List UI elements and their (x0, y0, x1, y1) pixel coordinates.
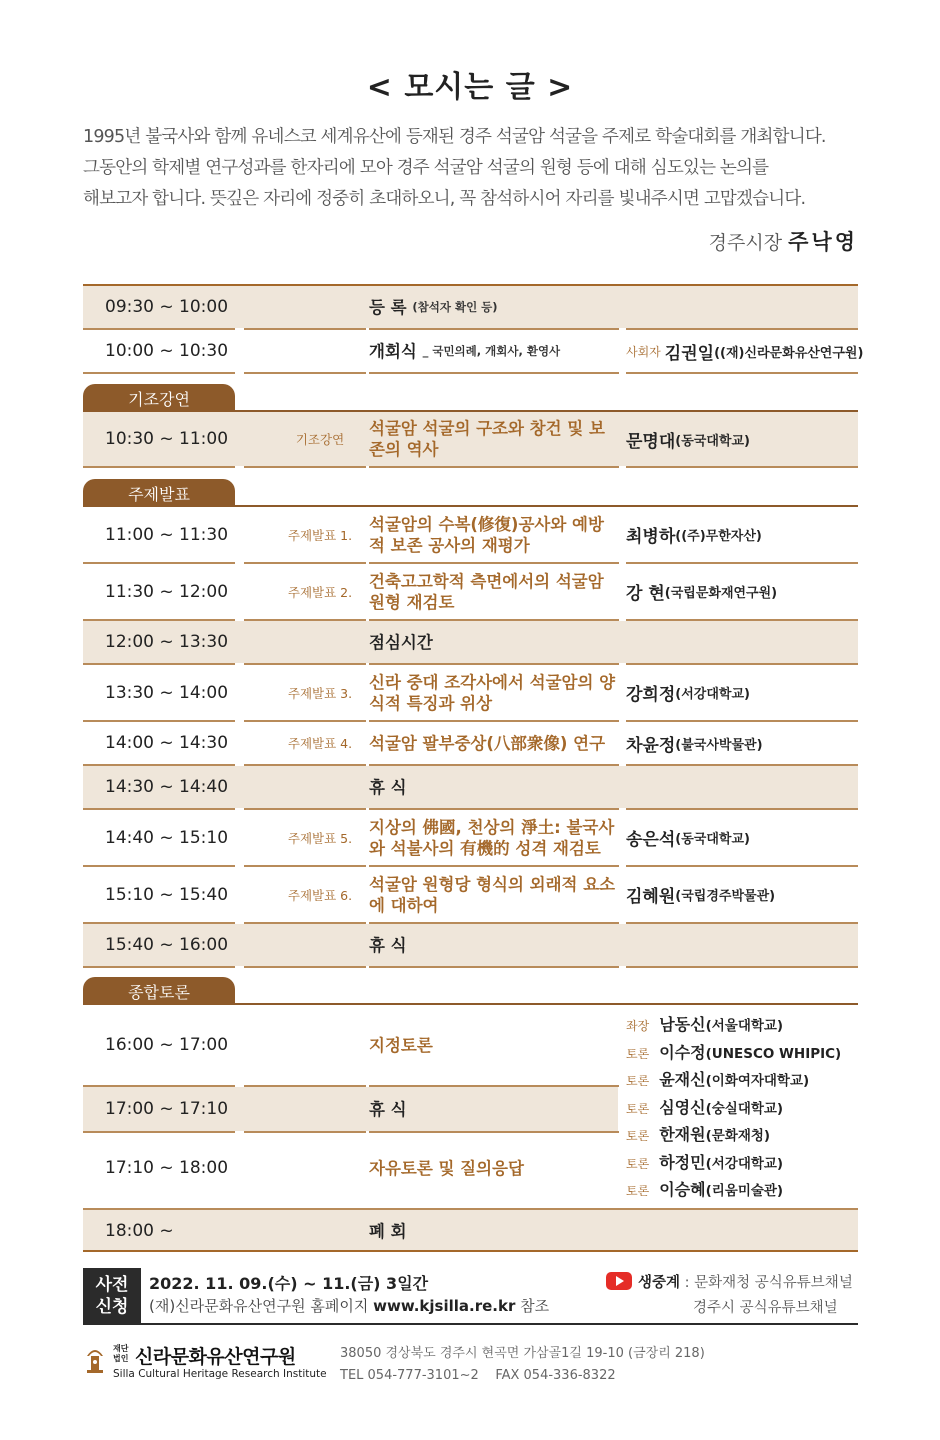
row-label: 주제발표 5. (287, 830, 353, 846)
row-divider (369, 372, 619, 374)
intro-line-2: 그동안의 학제별 연구성과를 한자리에 모아 경주 석굴암 석굴의 원형 등에 대해 심도있는 논의를 (83, 158, 769, 178)
row-divider (83, 663, 235, 665)
row-divider (369, 865, 619, 867)
row-divider (626, 966, 858, 968)
row-divider (369, 808, 619, 810)
table-row (83, 286, 858, 328)
row-title: 등 록 (참석자 확인 등) (369, 297, 498, 317)
row-title: 폐 회 (369, 1221, 407, 1241)
row-divider (244, 663, 366, 665)
row-person: 강 현 (국립문화재연구원) (626, 584, 778, 604)
row-divider (83, 1085, 235, 1087)
panel-member: 토론 이승혜(리움미술관) (626, 1180, 784, 1199)
row-divider (244, 865, 366, 867)
table-row (83, 412, 858, 466)
row-time: 11:00 ~ 11:30 (105, 524, 229, 545)
youtube-icon (606, 1272, 632, 1290)
table-row (83, 810, 858, 865)
row-divider (244, 922, 366, 924)
panel-member: 토론 하정민(서강대학교) (626, 1153, 784, 1172)
row-divider (626, 808, 858, 810)
row-divider (244, 1085, 366, 1087)
row-divider (369, 328, 619, 330)
org-name-ko: 신라문화유산연구원 (135, 1346, 296, 1368)
row-divider (83, 1131, 235, 1133)
row-divider (83, 372, 235, 374)
table-row (83, 507, 858, 562)
logo-small-text: 재단 법인 (113, 1344, 129, 1363)
row-divider (369, 1131, 619, 1133)
footer-contact: TEL 054-777-3101~2 FAX 054-336-8322 (340, 1368, 616, 1383)
row-divider (369, 764, 619, 766)
row-person: 차윤정 (불국사박물관) (626, 735, 763, 756)
row-divider (83, 764, 235, 766)
row-label: 주제발표 4. (287, 736, 353, 751)
registration-label: 사전 신청 (83, 1268, 141, 1324)
row-divider (369, 663, 619, 665)
panel-member: 토론 한재원(문화재청) (626, 1125, 771, 1144)
row-title: 휴 식 (369, 1099, 407, 1119)
row-divider (626, 720, 858, 722)
table-row (83, 564, 858, 619)
row-divider (369, 720, 619, 722)
row-title: 석굴암 팔부중상(八部衆像) 연구 (369, 733, 606, 753)
row-time: 17:10 ~ 18:00 (105, 1158, 229, 1178)
row-title: 건축고고학적 측면에서의 석굴암 원형 재검토 (369, 571, 604, 612)
row-title: 자유토론 및 질의응답 (369, 1158, 524, 1178)
page-title: < 모시는 글 > (366, 70, 574, 105)
org-logo (83, 1340, 333, 1382)
table-row (83, 722, 858, 764)
row-person: 사회자 김권일 ((재)신라문화유산연구원) (626, 343, 864, 364)
section-tab-presentations: 주제발표 (83, 479, 235, 507)
row-label: 주제발표 6. (287, 887, 353, 903)
discussion-panel (626, 1012, 858, 1202)
row-divider (83, 922, 235, 924)
table-bottom-line (83, 1250, 858, 1252)
table-row (83, 665, 858, 720)
table-row (83, 867, 858, 922)
row-title: 휴 식 (369, 935, 407, 955)
row-divider (83, 808, 235, 810)
registration-bottom-line (83, 1323, 858, 1325)
footer-address-block (340, 1343, 705, 1387)
row-title: 신라 중대 조각사에서 석굴암의 양식적 특징과 위상 (369, 672, 616, 713)
panel-member: 토론 윤재신(이화여자대학교) (626, 1070, 810, 1089)
row-time: 10:30 ~ 11:00 (105, 429, 229, 449)
row-time: 12:00 ~ 13:30 (105, 632, 229, 652)
row-divider (626, 663, 858, 665)
row-divider (244, 328, 366, 330)
row-divider (626, 328, 858, 330)
row-label: 기조강연 (295, 432, 345, 447)
row-divider (369, 619, 619, 621)
row-divider (83, 328, 235, 330)
row-time: 10:00 ~ 10:30 (105, 341, 229, 361)
row-label: 주제발표 3. (287, 685, 353, 701)
row-divider (369, 1085, 619, 1087)
panel-member: 토론 이수정(UNESCO WHIPIC) (626, 1043, 842, 1062)
row-time: 14:00 ~ 14:30 (105, 733, 229, 753)
table-row (83, 766, 858, 808)
row-title: 석굴암 석굴의 구조와 창건 및 보존의 역사 (369, 419, 605, 459)
row-divider (369, 922, 619, 924)
row-divider (244, 466, 366, 468)
row-time: 18:00 ~ (105, 1221, 174, 1241)
row-divider (626, 372, 858, 374)
row-divider (83, 466, 235, 468)
row-divider (83, 865, 235, 867)
row-divider (244, 720, 366, 722)
section-tab-discussion: 종합토론 (83, 977, 235, 1005)
row-divider (83, 562, 235, 564)
row-title: 석굴암의 수복(修復)공사와 예방적 보존 공사의 재평가 (369, 514, 604, 555)
row-title: 석굴암 원형당 형식의 외래적 요소에 대하여 (369, 874, 616, 915)
org-name-en: Silla Cultural Heritage Research Institute (113, 1368, 327, 1380)
row-divider (626, 466, 858, 468)
registration-site: (재)신라문화유산연구원 홈페이지 www.kjsilla.re.kr 참조 (149, 1297, 550, 1315)
row-title: 휴 식 (369, 777, 407, 797)
row-person: 최병하 ((주)무한자산) (626, 527, 762, 547)
row-divider (244, 808, 366, 810)
row-time: 17:00 ~ 17:10 (105, 1099, 229, 1119)
table-row (83, 621, 858, 663)
intro-line-3: 해보고자 합니다. 뜻깊은 자리에 정중히 초대하오니, 꼭 참석하시어 자리를 빛내주시면 고맙겠습니다. (83, 189, 806, 209)
row-divider (369, 966, 619, 968)
row-title: 지정토론 (369, 1035, 433, 1055)
row-divider (83, 966, 235, 968)
panel-member: 토론 심영신(숭실대학교) (626, 1098, 784, 1117)
section-tab-keynote: 기조강연 (83, 384, 235, 412)
registration-dates: 2022. 11. 09.(수) ~ 11.(금) 3일간 (149, 1274, 429, 1293)
signer-name: 주낙영 (788, 230, 858, 254)
row-title: 점심시간 (369, 632, 433, 652)
row-divider (626, 619, 858, 621)
row-divider (83, 619, 235, 621)
row-person: 송은석 (동국대학교) (626, 830, 750, 850)
row-divider (244, 764, 366, 766)
row-divider (626, 865, 858, 867)
registration-block (83, 1268, 858, 1324)
row-divider (369, 466, 619, 468)
signer (709, 226, 858, 256)
footer-address: 38050 경상북도 경주시 현곡면 가삼골1길 19-10 (금장리 218) (340, 1346, 705, 1361)
row-time: 16:00 ~ 17:00 (105, 1035, 229, 1055)
row-label: 주제발표 2. (287, 584, 353, 600)
row-person: 강희정 (서강대학교) (626, 685, 750, 705)
livestream-channel-2: 경주시 공식유튜브채널 (693, 1300, 838, 1316)
row-time: 14:30 ~ 14:40 (105, 777, 229, 797)
row-time: 11:30 ~ 12:00 (105, 581, 229, 602)
table-row (83, 1087, 618, 1131)
livestream-info: 생중계 : 문화재청 공식유튜브채널 (606, 1271, 853, 1292)
row-time: 09:30 ~ 10:00 (105, 297, 229, 317)
row-divider (244, 372, 366, 374)
row-label: 주제발표 1. (287, 527, 353, 543)
row-divider (244, 562, 366, 564)
row-divider (244, 1131, 366, 1133)
row-divider (244, 966, 366, 968)
row-time: 13:30 ~ 14:00 (105, 682, 229, 703)
site-link[interactable]: www.kjsilla.re.kr (373, 1297, 516, 1315)
table-row (83, 1210, 858, 1252)
row-divider (83, 720, 235, 722)
row-divider (83, 1208, 858, 1210)
row-divider (369, 562, 619, 564)
row-divider (626, 562, 858, 564)
row-time: 15:40 ~ 16:00 (105, 935, 229, 955)
row-divider (626, 764, 858, 766)
row-person: 김혜원 (국립경주박물관) (626, 887, 776, 907)
signer-role: 경주시장 (708, 232, 783, 254)
panel-member: 좌장 남동신(서울대학교) (626, 1015, 784, 1034)
row-divider (244, 619, 366, 621)
row-time: 14:40 ~ 15:10 (105, 827, 229, 848)
row-time: 15:10 ~ 15:40 (105, 884, 229, 905)
table-row (83, 330, 864, 372)
intro-line-1: 1995년 불국사와 함께 유네스코 세계유산에 등재된 경주 석굴암 석굴을 주제로 학술대회를 개최합니다. (83, 127, 826, 147)
table-row (83, 924, 858, 966)
row-person: 문명대 (동국대학교) (626, 431, 750, 452)
row-title: 지상의 佛國, 천상의 淨土: 불국사와 석불사의 有機的 성격 재검토 (369, 817, 615, 858)
row-title: 개회식 _ 국민의례, 개회사, 환영사 (369, 341, 561, 361)
row-divider (626, 922, 858, 924)
logo-mark-icon (83, 1344, 107, 1374)
